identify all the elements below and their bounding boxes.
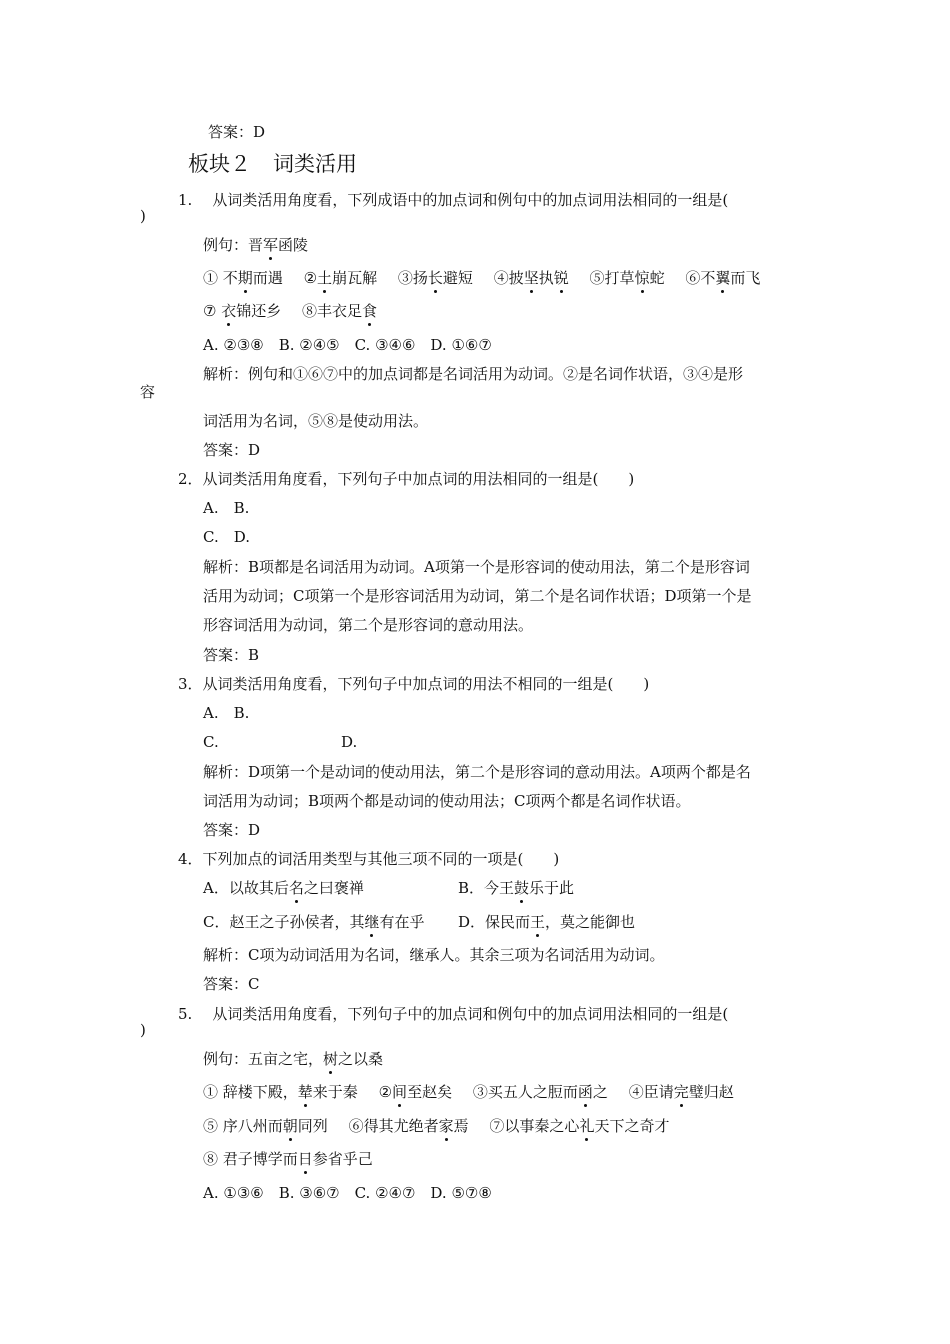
q1-analysis-line2: 词活用为名词，⑤⑧是使动用法。	[203, 412, 429, 430]
q1-choices-row1: ① 不期而遇 ②土崩瓦解 ③扬长避短 ④披坚执锐 ⑤打草惊蛇 ⑥不翼而飞	[203, 269, 761, 287]
q2-options-ab: A. B.	[203, 499, 250, 517]
q1-analysis-line1: 解析：例句和①⑥⑦中的加点词都是名词活用为动词。②是名词作状语，③④是形	[203, 365, 744, 383]
q4-option-c: C．赵王之子孙侯者，其继有在乎	[203, 913, 425, 931]
q3-stem: 3．从词类活用角度看，下列句子中加点词的用法不相同的一组是( )	[178, 675, 650, 693]
q1-example: 例句：晋军函陵	[203, 236, 309, 254]
previous-answer: 答案：D	[208, 123, 266, 141]
q2-analysis-line2: 活用为动词；C项第一个是形容词活用为动词，第二个是名词作状语；D项第一个是	[203, 587, 752, 605]
q5-example: 例句：五亩之宅，树之以桑	[203, 1050, 384, 1068]
q3-analysis-line2: 词活用为动词；B项两个都是动词的使动用法；C项两个都是名词作状语。	[203, 792, 691, 810]
q2-analysis-line1: 解析：B项都是名词活用为动词。A项第一个是形容词的使动用法，第二个是形容词	[203, 558, 750, 576]
q4-option-d: D．保民而王，莫之能御也	[458, 913, 636, 931]
q1-answer: 答案：D	[203, 441, 261, 459]
q1-number: 1.	[178, 191, 193, 209]
q1-stem: 1. 从词类活用角度看，下列成语中的加点词和例句中的加点词用法相同的一组是(	[178, 191, 729, 209]
q2-options-cd: C. D.	[203, 528, 250, 546]
section-title: 词类活用	[273, 152, 357, 176]
section-number: 板块２	[188, 152, 251, 176]
q5-choices-row3: ⑧ 君子博学而日参省乎己	[203, 1150, 373, 1168]
q5-choices-row2: ⑤ 序八州而朝同列 ⑥得其尤绝者家焉 ⑦以事秦之心礼天下之奇才	[203, 1117, 670, 1135]
q2-stem: 2．从词类活用角度看，下列句子中加点词的用法相同的一组是( )	[178, 470, 635, 488]
q5-number: 5.	[178, 1005, 193, 1023]
q3-options-ab: A. B.	[203, 704, 250, 722]
q3-analysis-line1: 解析：D项第一个是动词的使动用法，第二个是形容词的意动用法。A项两个都是名	[203, 763, 751, 781]
q4-option-a: A．以故其后名之曰褒禅	[203, 879, 364, 897]
section-heading	[188, 150, 357, 178]
q4-stem: 4．下列加点的词活用类型与其他三项不同的一项是( )	[178, 850, 560, 868]
q2-answer: 答案：B	[203, 646, 260, 664]
q2-analysis-line3: 形容词活用为动词，第二个是形容词的意动用法。	[203, 616, 534, 634]
q1-choices-row2: ⑦ 衣锦还乡 ⑧丰衣足食	[203, 302, 378, 320]
q5-stem: 5. 从词类活用角度看，下列句子中的加点词和例句中的加点词用法相同的一组是(	[178, 1005, 729, 1023]
q1-options: A. ②③⑧ B. ②④⑤ C. ③④⑥ D. ①⑥⑦	[203, 336, 492, 354]
q5-stem-close: )	[140, 1021, 146, 1039]
q3-option-d: D.	[341, 733, 358, 751]
q4-analysis: 解析：C项为动词活用为名词，继承人。其余三项为名词活用为动词。	[203, 946, 665, 964]
q5-options: A. ①③⑥ B. ③⑥⑦ C. ②④⑦ D. ⑤⑦⑧	[203, 1184, 492, 1202]
q3-option-c: C.	[203, 733, 219, 751]
q4-option-b: B．今王鼓乐于此	[458, 879, 575, 897]
q1-stem-close: )	[140, 207, 146, 225]
q3-answer: 答案：D	[203, 821, 261, 839]
q5-choices-row1: ① 辞楼下殿，辇来于秦 ②间至赵矣 ③买五人之脰而函之 ④臣请完璧归赵	[203, 1083, 734, 1101]
q4-answer: 答案：C	[203, 975, 260, 993]
q1-analysis-wrap: 容	[140, 383, 156, 401]
